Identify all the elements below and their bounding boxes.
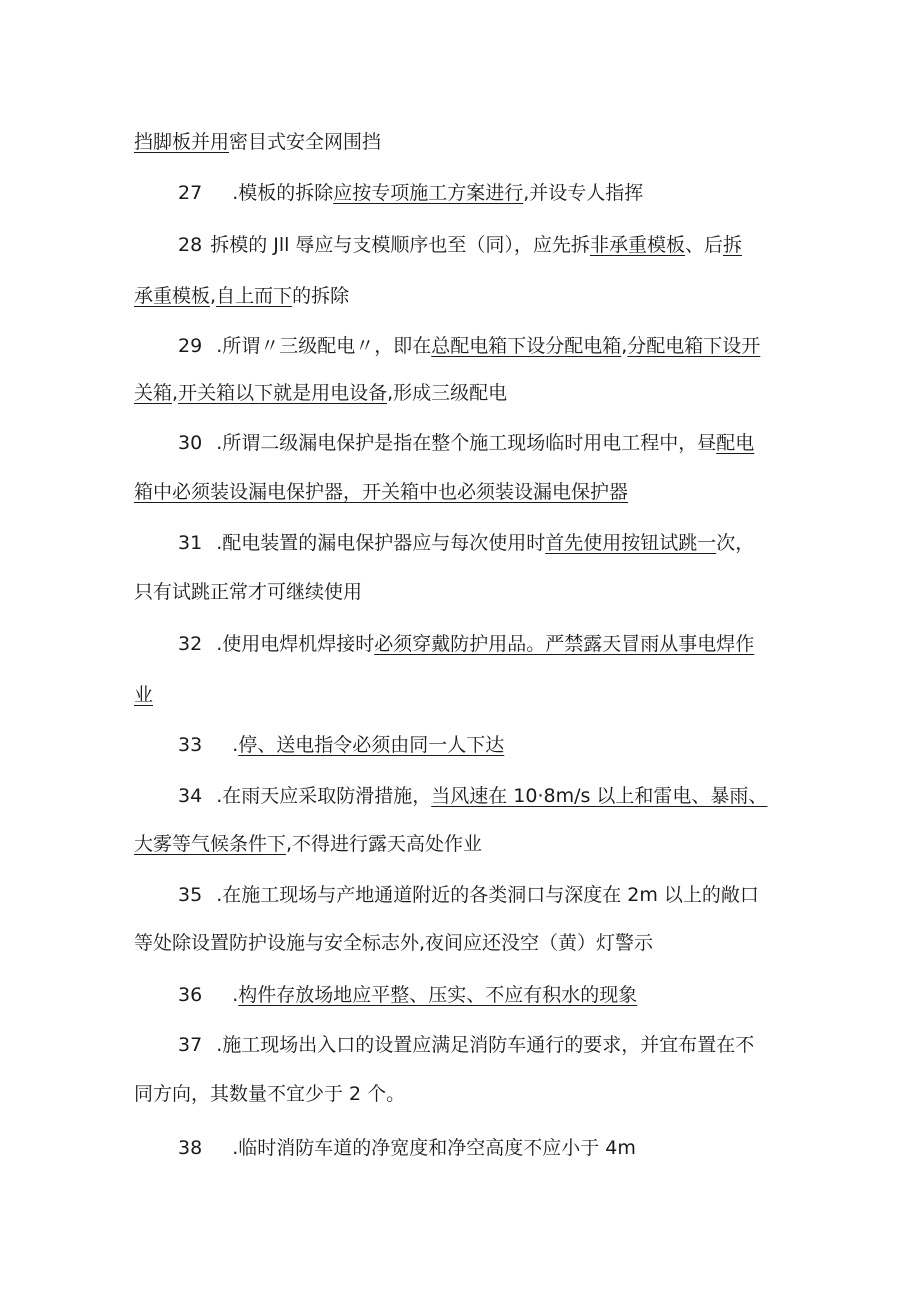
text-line-30b <box>134 478 628 506</box>
item-number: 33 <box>178 734 203 756</box>
text-line-33 <box>178 731 504 759</box>
text-line-29b <box>134 379 507 407</box>
text-line-36 <box>178 981 637 1009</box>
text-line-34a <box>178 782 767 810</box>
item-number: 36 <box>178 984 203 1006</box>
underlined-text: 配电 <box>716 432 755 454</box>
underlined-text: 箱中必须装设漏电保护器，开关箱中也必须装设漏电保护器 <box>134 481 629 503</box>
underlined-text: 开关箱以下就是用电设备 <box>178 382 388 404</box>
underlined-text: 当风速在 10·8m/s 以上和雷电、暴雨、 <box>431 785 768 807</box>
underlined-text: 关箱 <box>134 382 173 404</box>
item-number: 35 <box>178 884 203 906</box>
text-segment: .配电装置的漏电保护器应与每次使用时 <box>216 532 546 554</box>
text-line-27 <box>178 179 643 207</box>
text-line-31a <box>178 529 754 557</box>
text-segment: , <box>621 335 628 357</box>
underlined-text: 构件存放场地应平整、压实、不应有积水的现象 <box>238 984 638 1006</box>
underlined-text: 分配电箱下设开 <box>627 335 761 357</box>
underlined-text: 必须穿戴防护用品。严禁露天冒雨从事电焊作 <box>374 633 755 655</box>
text-line-29a <box>178 332 760 360</box>
underlined-text: 停、送电指令必须由同一人下达 <box>238 734 505 756</box>
text-segment: .所谓〃三级配电〃，即在 <box>216 335 432 357</box>
underlined-text: 业 <box>134 684 154 706</box>
item-number: 38 <box>178 1137 203 1159</box>
text-segment: ,不得进行露天高处作业 <box>286 833 483 855</box>
text-segment: .施工现场出入口的设置应满足消防车通行的要求，并宜布置在不 <box>216 1034 755 1056</box>
underlined-text: 承重模板 <box>134 285 211 307</box>
text-line-30a <box>178 429 754 457</box>
text-segment: 等处除设置防护设施与安全标志外,夜间应还没空（黄）灯警示 <box>134 932 654 954</box>
text-segment: .在施工现场与产地通道附近的各类洞口与深度在 2m 以上的敞口 <box>216 884 759 906</box>
underlined-text: 拆 <box>722 234 742 256</box>
text-segment: . <box>232 984 239 1006</box>
item-number: 30 <box>178 432 203 454</box>
underlined-text: 非承重模板 <box>589 234 685 256</box>
text-segment: 同方向，其数量不宜少于 2 个。 <box>134 1083 406 1105</box>
text-segment: .在雨天应采取防滑措施， <box>216 785 432 807</box>
text-segment: .临时消防车道的净宽度和净空高度不应小于 4m <box>232 1137 636 1159</box>
underlined-text: 大雾等气候条件下 <box>134 833 287 855</box>
text-segment: ,形成三级配电 <box>387 382 508 404</box>
text-line-37b <box>134 1080 405 1108</box>
text-line-37a <box>178 1031 754 1059</box>
text-line-28a <box>178 231 742 259</box>
text-line-35a <box>178 881 759 909</box>
item-number: 27 <box>178 182 203 204</box>
text-line-32a <box>178 630 754 658</box>
text-line-31b <box>134 578 362 606</box>
text-segment: 拆模的 Jll 辱应与支模顺序也至（同），应先拆 <box>210 234 590 256</box>
underlined-text: 自上而下 <box>216 285 293 307</box>
text-segment: 次， <box>716 532 755 554</box>
text-segment: 密目式安全网围挡 <box>229 131 382 153</box>
text-segment: . <box>232 734 239 756</box>
text-segment: ,并设专人指挥 <box>523 182 644 204</box>
text-line-28b <box>134 282 349 310</box>
text-line-34b <box>134 830 482 858</box>
item-number: 31 <box>178 532 203 554</box>
underlined-text: 挡脚板并用 <box>134 131 230 153</box>
item-number: 32 <box>178 633 203 655</box>
item-number: 29 <box>178 335 203 357</box>
text-segment: .所谓二级漏电保护是指在整个施工现场临时用电工程中，昼 <box>216 432 717 454</box>
text-segment: .使用电焊机焊接时 <box>216 633 375 655</box>
underlined-text: 应按专项施工方案进行 <box>333 182 524 204</box>
text-segment: 只有试跳正常才可继续使用 <box>134 581 363 603</box>
text-line-35b <box>134 929 653 957</box>
text-segment: , <box>210 285 217 307</box>
item-number: 34 <box>178 785 203 807</box>
underlined-text: 总配电箱下设分配电箱 <box>431 335 622 357</box>
text-line-38 <box>178 1134 636 1162</box>
text-line-intro <box>134 128 381 156</box>
text-segment: .模板的拆除 <box>232 182 334 204</box>
text-segment: , <box>172 382 179 404</box>
text-segment: 的拆除 <box>292 285 350 307</box>
text-line-32b <box>134 681 153 709</box>
text-segment: 、后 <box>684 234 723 256</box>
item-number: 28 <box>178 234 203 256</box>
underlined-text: 首先使用按钮试跳一 <box>545 532 717 554</box>
item-number: 37 <box>178 1034 203 1056</box>
